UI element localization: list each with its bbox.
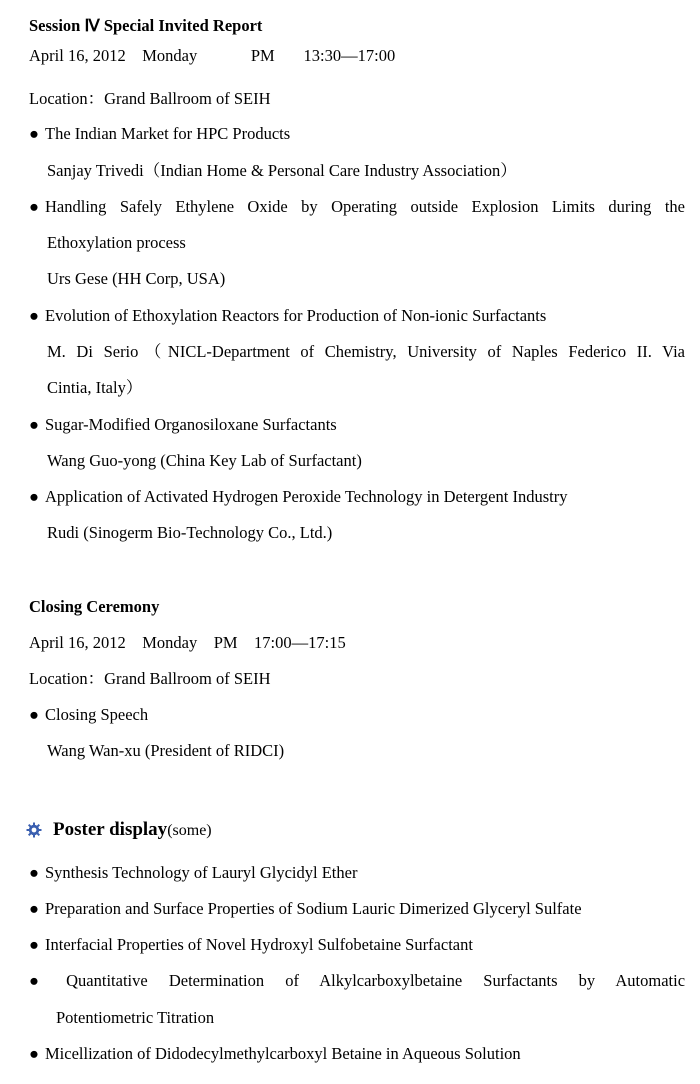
- bullet-icon: ●: [29, 705, 39, 724]
- talk-5-title: ● Application of Activated Hydrogen Peroxide Technology in Detergent Industry: [29, 487, 568, 506]
- talk-3-speaker: M. Di Serio（NICL-Department of Chemistry, University of Naples Federico II. Via: [47, 342, 685, 361]
- gear-bullet-icon: [26, 822, 42, 838]
- closing-title: Closing Ceremony: [29, 597, 160, 616]
- bullet-icon: ●: [29, 935, 39, 954]
- poster-subtitle: (some): [167, 822, 212, 839]
- talk-1-speaker: Sanjay Trivedi（Indian Home & Personal Care Industry Association）: [47, 161, 517, 180]
- session-datetime: April 16, 2012 Monday PM 13:30—17:00: [29, 46, 396, 65]
- bullet-icon: ●: [29, 1044, 39, 1063]
- talk-3-speaker-cont: Cintia, Italy）: [47, 378, 143, 397]
- session-title: Session Ⅳ Special Invited Report: [29, 16, 263, 35]
- closing-datetime: April 16, 2012 Monday PM 17:00—17:15: [29, 633, 346, 652]
- closing-item: ● Closing Speech: [29, 705, 149, 724]
- closing-location: Location：Grand Ballroom of SEIH: [29, 669, 271, 688]
- talk-3-title: ● Evolution of Ethoxylation Reactors for Production of Non-ionic Surfactants: [29, 306, 547, 325]
- bullet-icon: ●: [29, 415, 39, 434]
- bullet-icon: ●: [29, 487, 39, 506]
- talk-5-speaker: Rudi (Sinogerm Bio-Technology Co., Ltd.): [47, 523, 333, 542]
- bullet-icon: ●: [29, 863, 39, 882]
- bullet-icon: ●: [29, 197, 39, 216]
- poster-item-3: ● Interfacial Properties of Novel Hydroxyl Sulfobetaine Surfactant: [29, 935, 473, 954]
- poster-item-2: ● Preparation and Surface Properties of Sodium Lauric Dimerized Glyceryl Sulfate: [29, 899, 582, 918]
- closing-speaker: Wang Wan-xu (President of RIDCI): [47, 741, 285, 760]
- poster-title: Poster display: [53, 819, 168, 840]
- bullet-icon: ●: [29, 306, 39, 325]
- talk-4-title: ● Sugar-Modified Organosiloxane Surfactants: [29, 415, 337, 434]
- talk-2-speaker: Urs Gese (HH Corp, USA): [47, 269, 226, 288]
- poster-item-4: ● Quantitative Determination of Alkylcarboxylbetaine Surfactants by Automatic: [29, 971, 686, 990]
- poster-item-5: ● Micellization of Didodecylmethylcarboxyl Betaine in Aqueous Solution: [29, 1044, 521, 1063]
- poster-item-4-cont: Potentiometric Titration: [56, 1008, 215, 1027]
- bullet-icon: ●: [29, 971, 39, 990]
- talk-2-title-cont: Ethoxylation process: [47, 233, 186, 252]
- talk-2-title: ● Handling Safely Ethylene Oxide by Operating outside Explosion Limits during the: [29, 197, 685, 216]
- poster-heading: [53, 820, 212, 841]
- session-location: Location：Grand Ballroom of SEIH: [29, 89, 271, 108]
- talk-4-speaker: Wang Guo-yong (China Key Lab of Surfactant): [47, 451, 362, 470]
- bullet-icon: ●: [29, 124, 39, 143]
- poster-item-1: ● Synthesis Technology of Lauryl Glycidyl Ether: [29, 863, 358, 882]
- bullet-icon: ●: [29, 899, 39, 918]
- talk-1-title: ● The Indian Market for HPC Products: [29, 124, 291, 143]
